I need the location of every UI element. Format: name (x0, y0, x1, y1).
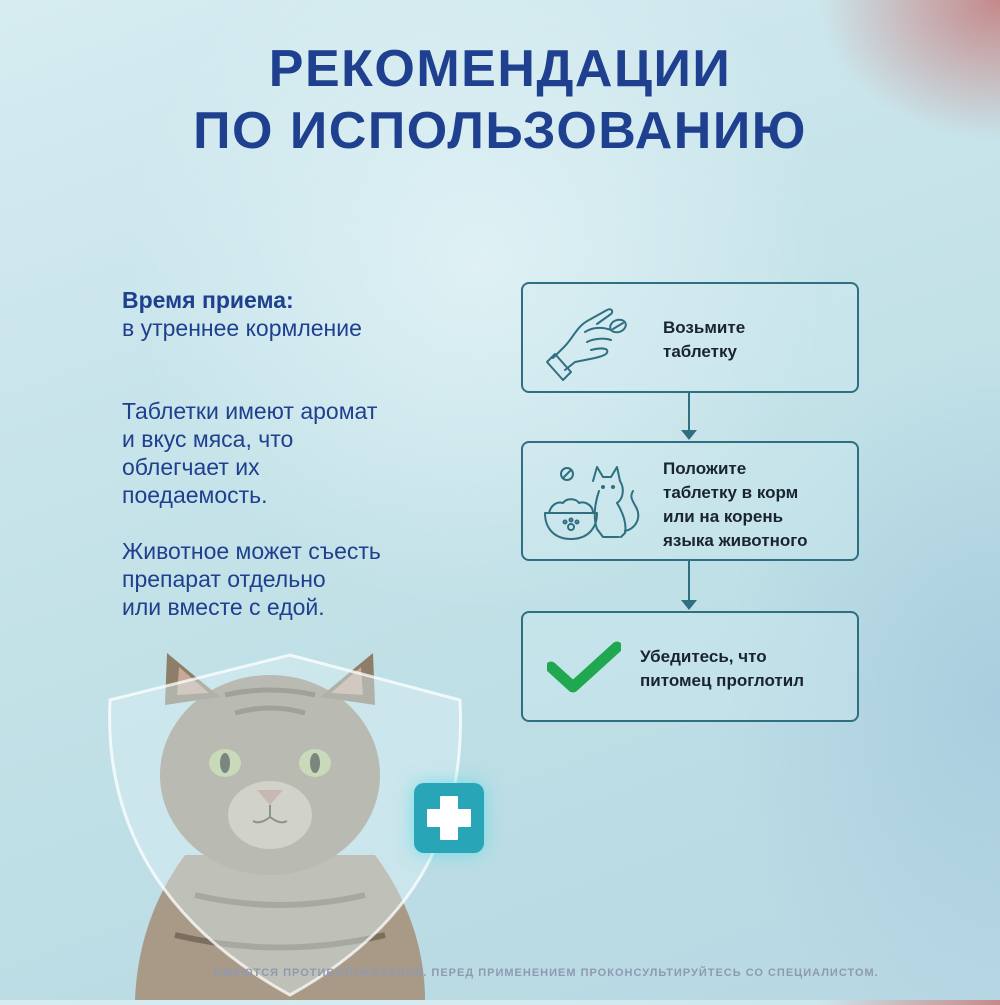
paragraph-aroma (122, 397, 482, 509)
step-put-in-food (521, 441, 859, 561)
paragraph-line: или вместе с едой. (122, 594, 325, 620)
page-title (0, 38, 1000, 162)
step-text (663, 457, 807, 553)
intake-text: в утреннее кормление (122, 315, 362, 341)
title-line-2: ПО ИСПОЛЬЗОВАНИЮ (193, 102, 807, 160)
cat-food-bowl-icon (537, 457, 645, 554)
disclaimer: ИМЕЮТСЯ ПРОТИВОПОКАЗАНИЯ. ПЕРЕД ПРИМЕНЕНИЕМ ПРОКОНСУЛЬТИРУЙТЕСЬ СО СПЕЦИАЛИСТОМ. (214, 967, 879, 979)
paragraph-line: облегчает их (122, 454, 260, 480)
step-text (663, 316, 745, 364)
intake-heading: Время приема: (122, 287, 294, 313)
paragraph-line: Таблетки имеют аромат (122, 398, 378, 424)
step-line: Убедитесь, что (640, 647, 767, 666)
paragraph-eating (122, 537, 482, 621)
paragraph-line: препарат отдельно (122, 566, 326, 592)
step-line: Положите (663, 459, 747, 478)
flow-arrow (688, 561, 690, 601)
step-line: таблетку в корм (663, 483, 799, 502)
checkmark-icon (547, 641, 621, 700)
step-line: языка животного (663, 531, 808, 550)
step-text (640, 645, 804, 693)
step-take-pill (521, 282, 859, 393)
paragraph-line: поедаемость. (122, 482, 268, 508)
arrow-head (681, 600, 697, 610)
paragraph-line: и вкус мяса, что (122, 426, 294, 452)
title-line-1: РЕКОМЕНДАЦИИ (268, 40, 732, 98)
paragraph-line: Животное может съесть (122, 538, 381, 564)
flow-arrow (688, 393, 690, 431)
step-line: или на корень (663, 507, 784, 526)
step-line: питомец проглотил (640, 671, 804, 690)
step-line: Возьмите (663, 318, 746, 337)
intake-time (122, 286, 502, 342)
medical-plus-icon (414, 783, 484, 853)
hand-pill-icon (545, 296, 635, 387)
step-line: таблетку (663, 342, 737, 361)
arrow-head (681, 430, 697, 440)
step-make-sure (521, 611, 859, 722)
